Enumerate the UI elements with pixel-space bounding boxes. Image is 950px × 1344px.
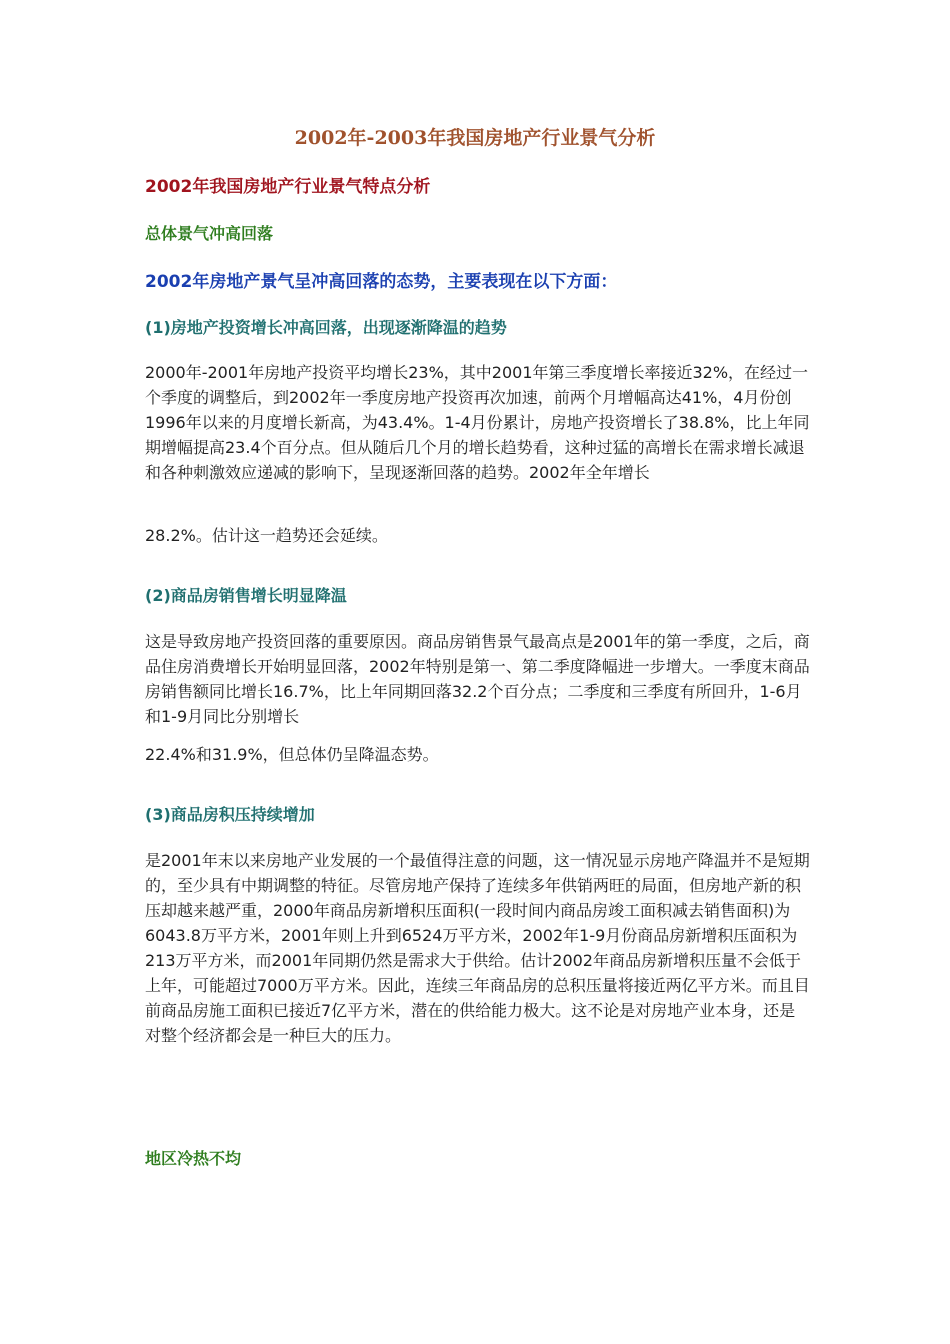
subsection-heading-overall: 总体景气冲高回落 [145, 224, 274, 243]
document-title: 2002年-2003年我国房地产行业景气分析 [294, 127, 656, 149]
point1-heading: (1)房地产投资增长冲高回落，出现逐渐降温的趋势 [145, 318, 507, 337]
point3-body: 是2001年末以来房地产业发展的一个最值得注意的问题，这一情况显示房地产降温并不是短期的，至少具有中期调整的特征。尽管房地产保持了连续多年供销两旺的局面，但房地产新的积压却越来越严重，2000年商品房新增积压面积(一段时间内商品房竣工面积减去销售面积)为6043.8万平方米，2001年则上升到6524万平方米，2002年1-9月份商品房新增积压面积为213万平方米，而2001年同期仍然是需求大于供给。估计2002年商品房新增积压量不会低于上年，可能超过7000万平方米。因此，连续三年商品房的总积压量将接近两亿平方米。而且目前商品房施工面积已接近7亿平方米，潜在的供给能力极大。这不论是对房地产业本身，还是对整个经济都会是一种巨大的压力。 [145, 851, 810, 1045]
point2-heading: (2)商品房销售增长明显降温 [145, 586, 347, 605]
point2-body: 这是导致房地产投资回落的重要原因。商品房销售景气最高点是2001年的第一季度，之后，商品住房消费增长开始明显回落，2002年特别是第一、第二季度降幅进一步增大。一季度末商品房销售额同比增长16.7%，比上年同期回落32.2个百分点；二季度和三季度有所回升，1-6月和1-9月同比分别增长 [145, 632, 810, 726]
subsection-heading-regional: 地区冷热不均 [145, 1149, 242, 1168]
point3-heading: (3)商品房积压持续增加 [145, 805, 315, 824]
point1-body: 2000年-2001年房地产投资平均增长23%，其中2001年第三季度增长率接近32%，在经过一个季度的调整后，到2002年一季度房地产投资再次加速，前两个月增幅高达41%，4月份创1996年以来的月度增长新高，为43.4%。1-4月份累计，房地产投资增长了38.8%，比上年同期增幅提高23.4个百分点。但从随后几个月的增长趋势看，这种过猛的高增长在需求增长减退和各种刺激效应递减的影响下，呈现逐渐回落的趋势。2002年全年增长 [145, 363, 810, 482]
point1-tail: 28.2%。估计这一趋势还会延续。 [145, 526, 388, 545]
point2-tail: 22.4%和31.9%，但总体仍呈降温态势。 [145, 745, 439, 764]
section-heading: 2002年我国房地产行业景气特点分析 [145, 177, 431, 197]
intro-text: 2002年房地产景气呈冲高回落的态势，主要表现在以下方面： [145, 272, 618, 292]
